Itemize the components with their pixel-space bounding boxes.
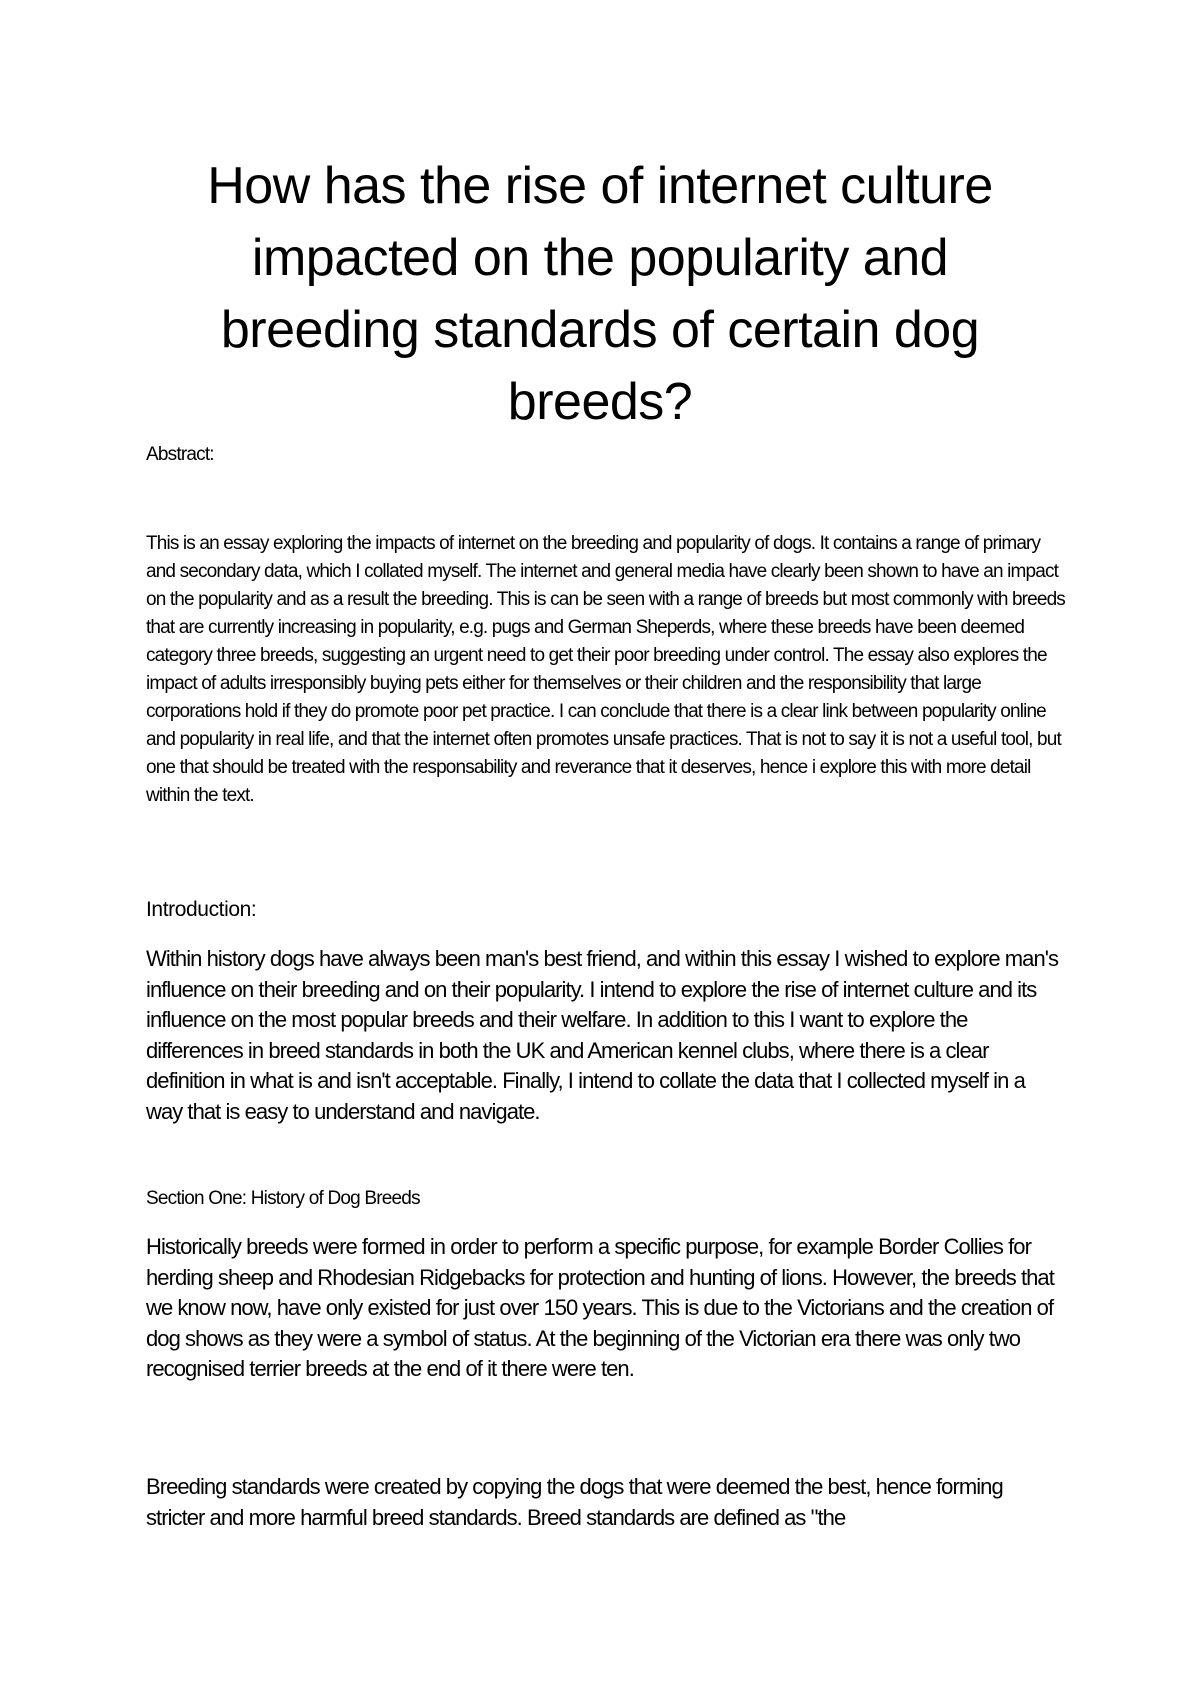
abstract-paragraph: This is an essay exploring the impacts of internet on the breeding and popularity of dogs. It contains a range of primary and secondary data, which I collated myself. The internet and general media have clearly been shown to have an impact on the popularity and as a result the breeding. This is can be seen with a range of breeds but most commonly with breeds that are currently increasing in popularity, e.g. pugs and German Sheperds, where these breeds have been deemed category three breeds, suggesting an urgent need to get their poor breeding under control. The essay also explores the impact of adults irresponsibly buying pets either for themselves or their children and the responsibility that large corporations hold if they do promote poor pet practice. I can conclude that there is a clear link between popularity online and popularity in real life, and that the internet often promotes unsafe practices. That is not to say it is not a useful tool, but one that should be treated with the responsability and reverance that it deserves, hence i explore this with more detail within the text. <box>146 533 1065 806</box>
section-one-paragraph-2: Breeding standards were created by copying the dogs that were deemed the best, hence forming stricter and more harmful breed standards. Breed standards are defined as "the <box>146 1474 1003 1530</box>
section-one-paragraph-1: Historically breeds were formed in order to perform a specific purpose, for example Border Collies for herding sheep and Rhodesian Ridgebacks for protection and hunting of lions. However, the breeds that we know now, have only existed for just over 150 years. This is due to the Victorians and the creation of dog shows as they were a symbol of status. At the beginning of the Victorian era there was only two recognised terrier breeds at the end of it there were ten. <box>146 1234 1054 1381</box>
document-title: How has the rise of internet culture impacted on the popularity and breeding standards of certain dog breeds? <box>207 157 993 431</box>
section-one-heading: Section One: History of Dog Breeds <box>146 1188 420 1209</box>
introduction-paragraph: Within history dogs have always been man's best friend, and within this essay I wished to explore man's influence on their breeding and on their popularity. I intend to explore the rise of internet culture and its influence on the most popular breeds and their welfare. In addition to this I want to explore the differences in breed standards in both the UK and American kennel clubs, where there is a clear definition in what is and isn't acceptable. Finally, I intend to collate the data that I collected myself in a way that is easy to understand and navigate. <box>146 946 1059 1124</box>
abstract-heading: Abstract: <box>146 444 214 465</box>
introduction-heading: Introduction: <box>146 898 257 921</box>
